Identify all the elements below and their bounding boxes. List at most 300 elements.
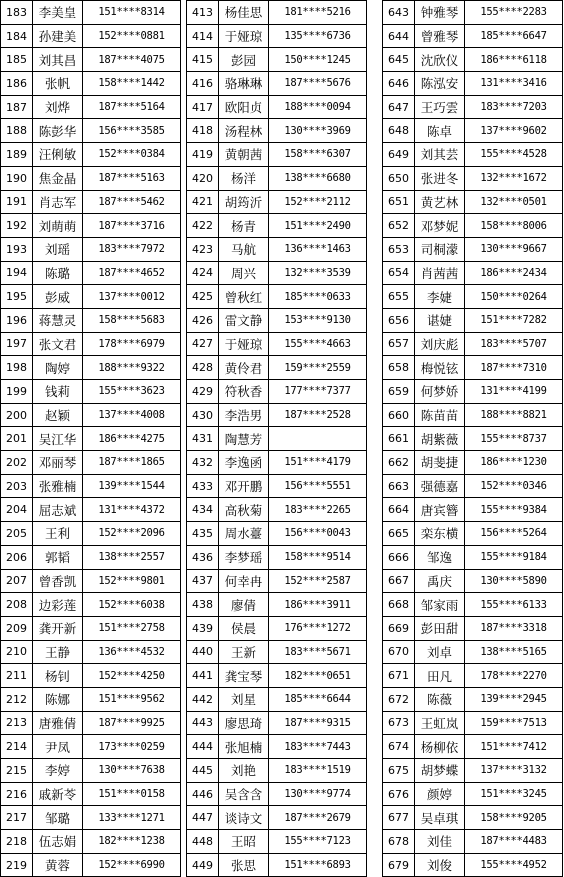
phone-number-cell: 137****4008 bbox=[83, 403, 181, 427]
table-row bbox=[1, 427, 181, 451]
table-row bbox=[187, 616, 367, 640]
roster-table bbox=[186, 0, 367, 877]
person-name-cell: 杨钊 bbox=[33, 664, 83, 688]
person-name-cell: 李梦瑶 bbox=[219, 545, 269, 569]
table-row bbox=[383, 830, 563, 854]
table-row bbox=[383, 616, 563, 640]
row-number-cell: 198 bbox=[1, 356, 33, 380]
phone-number-cell: 130****3969 bbox=[269, 119, 367, 143]
row-number-cell: 660 bbox=[383, 403, 415, 427]
roster-table-block-1 bbox=[0, 0, 181, 877]
phone-number-cell: 187****7310 bbox=[465, 356, 563, 380]
row-number-cell: 203 bbox=[1, 474, 33, 498]
phone-number-cell: 182****0651 bbox=[269, 664, 367, 688]
table-row bbox=[1, 72, 181, 96]
table-row bbox=[1, 380, 181, 404]
person-name-cell: 彭园 bbox=[219, 48, 269, 72]
phone-number-cell: 152****9801 bbox=[83, 569, 181, 593]
row-number-cell: 666 bbox=[383, 545, 415, 569]
phone-number-cell: 187****1865 bbox=[83, 451, 181, 475]
row-number-cell: 186 bbox=[1, 72, 33, 96]
phone-number-cell: 187****3716 bbox=[83, 214, 181, 238]
row-number-cell: 193 bbox=[1, 237, 33, 261]
phone-number-cell: 152****0346 bbox=[465, 474, 563, 498]
table-row bbox=[187, 285, 367, 309]
phone-number-cell: 150****0264 bbox=[465, 285, 563, 309]
person-name-cell: 杨洋 bbox=[219, 166, 269, 190]
person-name-cell: 马航 bbox=[219, 237, 269, 261]
row-number-cell: 428 bbox=[187, 356, 219, 380]
table-row bbox=[383, 119, 563, 143]
row-number-cell: 418 bbox=[187, 119, 219, 143]
person-name-cell: 王新 bbox=[219, 640, 269, 664]
row-number-cell: 659 bbox=[383, 380, 415, 404]
table-row bbox=[1, 143, 181, 167]
phone-number-cell: 152****4250 bbox=[83, 664, 181, 688]
phone-number-cell: 130****7638 bbox=[83, 759, 181, 783]
row-number-cell: 421 bbox=[187, 190, 219, 214]
table-row bbox=[383, 806, 563, 830]
person-name-cell: 雷文静 bbox=[219, 308, 269, 332]
phone-number-cell: 183****7972 bbox=[83, 237, 181, 261]
person-name-cell: 陶婷 bbox=[33, 356, 83, 380]
phone-number-cell: 182****1238 bbox=[83, 830, 181, 854]
row-number-cell: 416 bbox=[187, 72, 219, 96]
person-name-cell: 邹璐 bbox=[33, 806, 83, 830]
phone-number-cell: 181****5216 bbox=[269, 1, 367, 25]
phone-number-cell: 186****2434 bbox=[465, 261, 563, 285]
row-number-cell: 432 bbox=[187, 451, 219, 475]
phone-number-cell: 178****6979 bbox=[83, 332, 181, 356]
row-number-cell: 420 bbox=[187, 166, 219, 190]
person-name-cell: 陶慧芳 bbox=[219, 427, 269, 451]
phone-number-cell: 131****3416 bbox=[465, 72, 563, 96]
row-number-cell: 675 bbox=[383, 759, 415, 783]
table-row bbox=[383, 403, 563, 427]
phone-number-cell: 158****9205 bbox=[465, 806, 563, 830]
phone-number-cell: 156****5264 bbox=[465, 522, 563, 546]
roster-table-block-2 bbox=[186, 0, 367, 877]
phone-number-cell: 151****0158 bbox=[83, 782, 181, 806]
row-number-cell: 204 bbox=[1, 498, 33, 522]
phone-number-cell: 130****9774 bbox=[269, 782, 367, 806]
phone-number-cell: 151****4179 bbox=[269, 451, 367, 475]
person-name-cell: 杨柳依 bbox=[415, 735, 465, 759]
table-row bbox=[1, 522, 181, 546]
phone-number-cell: 188****0094 bbox=[269, 95, 367, 119]
row-number-cell: 652 bbox=[383, 214, 415, 238]
person-name-cell: 杨青 bbox=[219, 214, 269, 238]
phone-number-cell: 155****9384 bbox=[465, 498, 563, 522]
person-name-cell: 强德嘉 bbox=[415, 474, 465, 498]
phone-number-cell: 183****7203 bbox=[465, 95, 563, 119]
phone-number-cell: 177****7377 bbox=[269, 380, 367, 404]
row-number-cell: 447 bbox=[187, 806, 219, 830]
table-row bbox=[1, 214, 181, 238]
person-name-cell: 龚宝琴 bbox=[219, 664, 269, 688]
row-number-cell: 413 bbox=[187, 1, 219, 25]
phone-number-cell: 152****6038 bbox=[83, 593, 181, 617]
row-number-cell: 219 bbox=[1, 853, 33, 877]
table-row bbox=[383, 95, 563, 119]
phone-number-cell: 151****7412 bbox=[465, 735, 563, 759]
person-name-cell: 栾东横 bbox=[415, 522, 465, 546]
phone-number-cell: 155****9184 bbox=[465, 545, 563, 569]
person-name-cell: 李浩男 bbox=[219, 403, 269, 427]
person-name-cell: 唐雅倩 bbox=[33, 711, 83, 735]
person-name-cell: 黄朝茜 bbox=[219, 143, 269, 167]
person-name-cell: 焦金晶 bbox=[33, 166, 83, 190]
table-row bbox=[187, 545, 367, 569]
person-name-cell: 禹庆 bbox=[415, 569, 465, 593]
person-name-cell: 胡梦蝶 bbox=[415, 759, 465, 783]
phone-number-cell: 187****5462 bbox=[83, 190, 181, 214]
table-row bbox=[383, 664, 563, 688]
table-row bbox=[383, 261, 563, 285]
phone-number-cell: 185****0633 bbox=[269, 285, 367, 309]
person-name-cell: 张帆 bbox=[33, 72, 83, 96]
row-number-cell: 663 bbox=[383, 474, 415, 498]
phone-number-cell: 185****6647 bbox=[465, 24, 563, 48]
row-number-cell: 669 bbox=[383, 616, 415, 640]
phone-number-cell: 159****7513 bbox=[465, 711, 563, 735]
person-name-cell: 陈娜 bbox=[33, 687, 83, 711]
phone-number-cell: 139****1544 bbox=[83, 474, 181, 498]
person-name-cell: 周兴 bbox=[219, 261, 269, 285]
table-row bbox=[1, 806, 181, 830]
phone-number-cell: 138****2557 bbox=[83, 545, 181, 569]
phone-number-cell: 183****7443 bbox=[269, 735, 367, 759]
person-name-cell: 廖倩 bbox=[219, 593, 269, 617]
person-name-cell: 汤程林 bbox=[219, 119, 269, 143]
table-row bbox=[187, 806, 367, 830]
table-row bbox=[187, 830, 367, 854]
phone-number-cell: 155****2283 bbox=[465, 1, 563, 25]
row-number-cell: 201 bbox=[1, 427, 33, 451]
row-number-cell: 200 bbox=[1, 403, 33, 427]
table-row bbox=[383, 759, 563, 783]
row-number-cell: 210 bbox=[1, 640, 33, 664]
phone-number-cell: 137****0012 bbox=[83, 285, 181, 309]
table-row bbox=[383, 640, 563, 664]
person-name-cell: 颜婷 bbox=[415, 782, 465, 806]
table-row bbox=[1, 498, 181, 522]
person-name-cell: 梅悦铉 bbox=[415, 356, 465, 380]
table-row bbox=[383, 782, 563, 806]
phone-number-cell: 152****0384 bbox=[83, 143, 181, 167]
person-name-cell: 欧阳贞 bbox=[219, 95, 269, 119]
row-number-cell: 437 bbox=[187, 569, 219, 593]
person-name-cell: 陈苗苗 bbox=[415, 403, 465, 427]
phone-number-cell: 155****4663 bbox=[269, 332, 367, 356]
row-number-cell: 673 bbox=[383, 711, 415, 735]
table-row bbox=[187, 48, 367, 72]
table-row bbox=[187, 143, 367, 167]
row-number-cell: 449 bbox=[187, 853, 219, 877]
phone-number-cell: 132****3539 bbox=[269, 261, 367, 285]
row-number-cell: 196 bbox=[1, 308, 33, 332]
person-name-cell: 蒋慧灵 bbox=[33, 308, 83, 332]
person-name-cell: 陈卓 bbox=[415, 119, 465, 143]
table-row bbox=[187, 214, 367, 238]
row-number-cell: 183 bbox=[1, 1, 33, 25]
roster-table bbox=[382, 0, 563, 877]
table-row bbox=[1, 403, 181, 427]
table-row bbox=[187, 237, 367, 261]
phone-number-cell: 155****6133 bbox=[465, 593, 563, 617]
row-number-cell: 425 bbox=[187, 285, 219, 309]
row-number-cell: 187 bbox=[1, 95, 33, 119]
table-row bbox=[187, 403, 367, 427]
person-name-cell: 龚开新 bbox=[33, 616, 83, 640]
phone-number-cell: 137****9602 bbox=[465, 119, 563, 143]
row-number-cell: 427 bbox=[187, 332, 219, 356]
person-name-cell: 吴江华 bbox=[33, 427, 83, 451]
row-number-cell: 661 bbox=[383, 427, 415, 451]
phone-number-cell: 131****4372 bbox=[83, 498, 181, 522]
table-row bbox=[1, 451, 181, 475]
phone-number-cell: 186****4275 bbox=[83, 427, 181, 451]
phone-number-cell: 156****3585 bbox=[83, 119, 181, 143]
phone-number-cell: 158****9514 bbox=[269, 545, 367, 569]
row-number-cell: 651 bbox=[383, 190, 415, 214]
phone-number-cell: 155****4952 bbox=[465, 853, 563, 877]
person-name-cell: 高秋菊 bbox=[219, 498, 269, 522]
person-name-cell: 孙建美 bbox=[33, 24, 83, 48]
phone-number-cell: 155****4528 bbox=[465, 143, 563, 167]
table-row bbox=[187, 24, 367, 48]
person-name-cell: 廖思琦 bbox=[219, 711, 269, 735]
person-name-cell: 谈诗文 bbox=[219, 806, 269, 830]
person-name-cell: 钱莉 bbox=[33, 380, 83, 404]
table-row bbox=[383, 190, 563, 214]
person-name-cell: 符秋香 bbox=[219, 380, 269, 404]
row-number-cell: 433 bbox=[187, 474, 219, 498]
table-row bbox=[1, 332, 181, 356]
table-row bbox=[383, 687, 563, 711]
table-row bbox=[1, 735, 181, 759]
table-row bbox=[1, 664, 181, 688]
phone-number-cell: 158****5683 bbox=[83, 308, 181, 332]
table-row bbox=[1, 285, 181, 309]
person-name-cell: 李逸函 bbox=[219, 451, 269, 475]
phone-number-cell: 187****5164 bbox=[83, 95, 181, 119]
table-row bbox=[187, 735, 367, 759]
row-number-cell: 184 bbox=[1, 24, 33, 48]
person-name-cell: 杨佳思 bbox=[219, 1, 269, 25]
phone-number-cell: 132****0501 bbox=[465, 190, 563, 214]
row-number-cell: 672 bbox=[383, 687, 415, 711]
row-number-cell: 650 bbox=[383, 166, 415, 190]
row-number-cell: 189 bbox=[1, 143, 33, 167]
row-number-cell: 208 bbox=[1, 593, 33, 617]
phone-number-cell: 136****1463 bbox=[269, 237, 367, 261]
phone-number-cell: 158****1442 bbox=[83, 72, 181, 96]
phone-number-cell: 186****6118 bbox=[465, 48, 563, 72]
phone-number-cell: 173****0259 bbox=[83, 735, 181, 759]
person-name-cell: 陈璐 bbox=[33, 261, 83, 285]
person-name-cell: 李婷 bbox=[33, 759, 83, 783]
row-number-cell: 667 bbox=[383, 569, 415, 593]
table-row bbox=[1, 616, 181, 640]
phone-number-cell bbox=[269, 427, 367, 451]
row-number-cell: 430 bbox=[187, 403, 219, 427]
phone-number-cell: 183****2265 bbox=[269, 498, 367, 522]
table-row bbox=[1, 95, 181, 119]
row-number-cell: 440 bbox=[187, 640, 219, 664]
row-number-cell: 674 bbox=[383, 735, 415, 759]
row-number-cell: 191 bbox=[1, 190, 33, 214]
row-number-cell: 212 bbox=[1, 687, 33, 711]
table-row bbox=[1, 48, 181, 72]
table-row bbox=[1, 24, 181, 48]
table-row bbox=[1, 545, 181, 569]
person-name-cell: 刘星 bbox=[219, 687, 269, 711]
phone-number-cell: 151****7282 bbox=[465, 308, 563, 332]
person-name-cell: 张进冬 bbox=[415, 166, 465, 190]
person-name-cell: 邓梦妮 bbox=[415, 214, 465, 238]
row-number-cell: 671 bbox=[383, 664, 415, 688]
table-row bbox=[1, 119, 181, 143]
row-number-cell: 668 bbox=[383, 593, 415, 617]
row-number-cell: 424 bbox=[187, 261, 219, 285]
phone-number-cell: 151****6893 bbox=[269, 853, 367, 877]
phone-number-cell: 152****2112 bbox=[269, 190, 367, 214]
person-name-cell: 刘庆彪 bbox=[415, 332, 465, 356]
row-number-cell: 197 bbox=[1, 332, 33, 356]
table-row bbox=[187, 190, 367, 214]
row-number-cell: 431 bbox=[187, 427, 219, 451]
person-name-cell: 邓开鹏 bbox=[219, 474, 269, 498]
row-number-cell: 211 bbox=[1, 664, 33, 688]
row-number-cell: 664 bbox=[383, 498, 415, 522]
phone-number-cell: 150****1245 bbox=[269, 48, 367, 72]
table-row bbox=[383, 427, 563, 451]
person-name-cell: 吴卓琪 bbox=[415, 806, 465, 830]
row-number-cell: 679 bbox=[383, 853, 415, 877]
person-name-cell: 于娅琼 bbox=[219, 24, 269, 48]
person-name-cell: 刘其昌 bbox=[33, 48, 83, 72]
table-row bbox=[187, 498, 367, 522]
phone-number-cell: 151****8314 bbox=[83, 1, 181, 25]
person-name-cell: 刘萌萌 bbox=[33, 214, 83, 238]
phone-number-cell: 138****5165 bbox=[465, 640, 563, 664]
row-number-cell: 185 bbox=[1, 48, 33, 72]
phone-number-cell: 185****6644 bbox=[269, 687, 367, 711]
row-number-cell: 192 bbox=[1, 214, 33, 238]
phone-number-cell: 187****5163 bbox=[83, 166, 181, 190]
person-name-cell: 张雅楠 bbox=[33, 474, 83, 498]
phone-number-cell: 187****9925 bbox=[83, 711, 181, 735]
table-row bbox=[383, 72, 563, 96]
phone-number-cell: 132****1672 bbox=[465, 166, 563, 190]
row-number-cell: 657 bbox=[383, 332, 415, 356]
row-number-cell: 678 bbox=[383, 830, 415, 854]
person-name-cell: 邓丽琴 bbox=[33, 451, 83, 475]
row-number-cell: 426 bbox=[187, 308, 219, 332]
table-row bbox=[383, 451, 563, 475]
table-row bbox=[1, 853, 181, 877]
person-name-cell: 邹逸 bbox=[415, 545, 465, 569]
table-row bbox=[383, 48, 563, 72]
table-row bbox=[187, 1, 367, 25]
person-name-cell: 郭韬 bbox=[33, 545, 83, 569]
person-name-cell: 李婕 bbox=[415, 285, 465, 309]
row-number-cell: 665 bbox=[383, 522, 415, 546]
row-number-cell: 199 bbox=[1, 380, 33, 404]
table-row bbox=[383, 735, 563, 759]
row-number-cell: 195 bbox=[1, 285, 33, 309]
table-row bbox=[383, 498, 563, 522]
phone-number-cell: 156****5551 bbox=[269, 474, 367, 498]
row-number-cell: 658 bbox=[383, 356, 415, 380]
person-name-cell: 谌婕 bbox=[415, 308, 465, 332]
row-number-cell: 216 bbox=[1, 782, 33, 806]
row-number-cell: 218 bbox=[1, 830, 33, 854]
person-name-cell: 黄蓉 bbox=[33, 853, 83, 877]
phone-number-cell: 152****6990 bbox=[83, 853, 181, 877]
row-number-cell: 209 bbox=[1, 616, 33, 640]
phone-number-cell: 155****8737 bbox=[465, 427, 563, 451]
phone-number-cell: 187****4075 bbox=[83, 48, 181, 72]
person-name-cell: 侯晨 bbox=[219, 616, 269, 640]
table-row bbox=[383, 593, 563, 617]
person-name-cell: 于娅琼 bbox=[219, 332, 269, 356]
person-name-cell: 刘俊 bbox=[415, 853, 465, 877]
person-name-cell: 边彩莲 bbox=[33, 593, 83, 617]
table-row bbox=[383, 380, 563, 404]
row-number-cell: 662 bbox=[383, 451, 415, 475]
person-name-cell: 彭田甜 bbox=[415, 616, 465, 640]
person-name-cell: 王巧雲 bbox=[415, 95, 465, 119]
row-number-cell: 439 bbox=[187, 616, 219, 640]
person-name-cell: 骆琳琳 bbox=[219, 72, 269, 96]
row-number-cell: 414 bbox=[187, 24, 219, 48]
roster-table-block-3 bbox=[382, 0, 563, 877]
table-row bbox=[187, 711, 367, 735]
table-row bbox=[1, 830, 181, 854]
table-row bbox=[187, 380, 367, 404]
row-number-cell: 655 bbox=[383, 285, 415, 309]
person-name-cell: 肖志军 bbox=[33, 190, 83, 214]
row-number-cell: 419 bbox=[187, 143, 219, 167]
person-name-cell: 胡筠沂 bbox=[219, 190, 269, 214]
person-name-cell: 刘卓 bbox=[415, 640, 465, 664]
person-name-cell: 张思 bbox=[219, 853, 269, 877]
row-number-cell: 438 bbox=[187, 593, 219, 617]
row-number-cell: 448 bbox=[187, 830, 219, 854]
table-row bbox=[383, 356, 563, 380]
phone-number-cell: 155****7123 bbox=[269, 830, 367, 854]
row-number-cell: 444 bbox=[187, 735, 219, 759]
table-row bbox=[383, 711, 563, 735]
row-number-cell: 435 bbox=[187, 522, 219, 546]
table-row bbox=[187, 759, 367, 783]
table-row bbox=[383, 214, 563, 238]
person-name-cell: 王昭 bbox=[219, 830, 269, 854]
person-name-cell: 戚新苓 bbox=[33, 782, 83, 806]
phone-number-cell: 159****2559 bbox=[269, 356, 367, 380]
table-row bbox=[1, 687, 181, 711]
row-number-cell: 206 bbox=[1, 545, 33, 569]
phone-number-cell: 151****9562 bbox=[83, 687, 181, 711]
row-number-cell: 422 bbox=[187, 214, 219, 238]
table-row bbox=[383, 166, 563, 190]
row-number-cell: 676 bbox=[383, 782, 415, 806]
row-number-cell: 188 bbox=[1, 119, 33, 143]
phone-number-cell: 187****5676 bbox=[269, 72, 367, 96]
table-row bbox=[187, 522, 367, 546]
